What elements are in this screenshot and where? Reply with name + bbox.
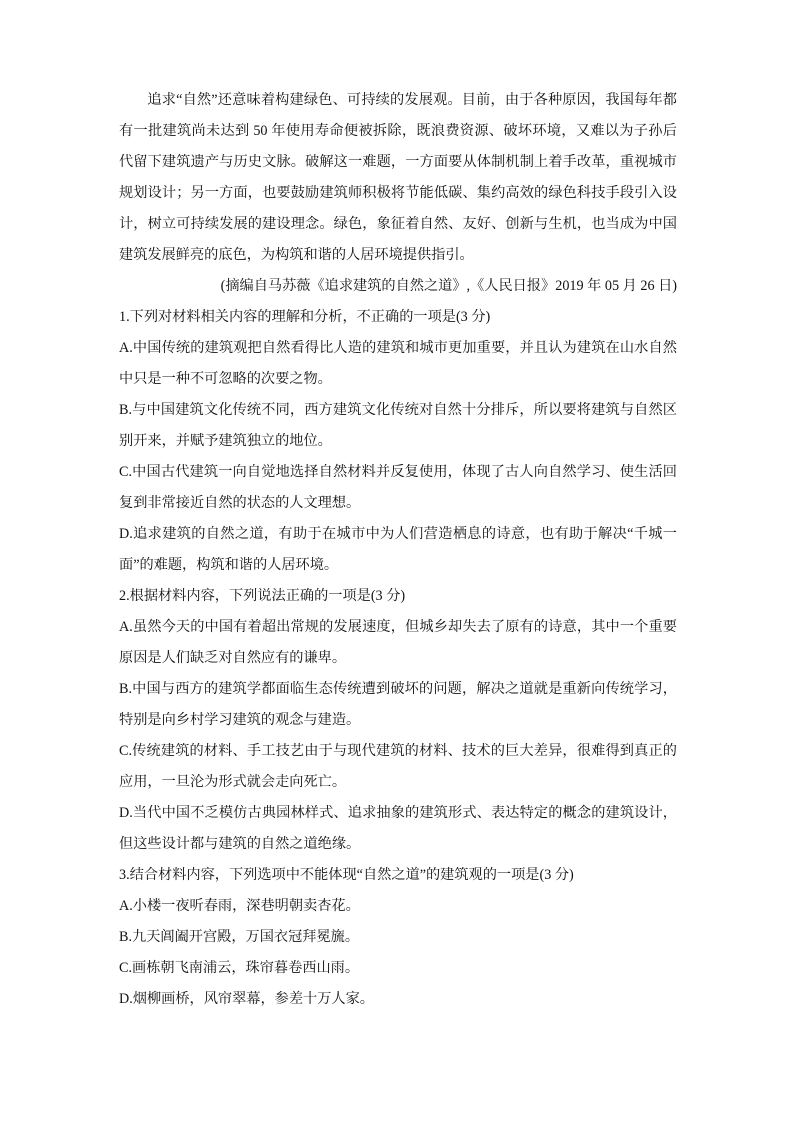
option-d: D.追求建筑的自然之道，有助于在城市中为人们营造栖息的诗意，也有助于解决“千城一面”的难题，构筑和谐的人居环境。 xyxy=(119,526,677,573)
option-a: A.虽然今天的中国有着超出常规的发展速度，但城乡却失去了原有的诗意，其中一个重要原因是人们缺乏对自然应有的谦卑。 xyxy=(119,619,677,666)
option-b: B.中国与西方的建筑学都面临生态传统遭到破坏的问题，解决之道就是重新向传统学习，特别是向乡村学习建筑的观念与建造。 xyxy=(119,681,677,728)
option-a: A.中国传统的建筑观把自然看得比人造的建筑和城市更加重要，并且认为建筑在山水自然中只是一种不可忽略的次要之物。 xyxy=(119,340,677,387)
question-stem: 3.结合材料内容，下列选项中不能体现“自然之道”的建筑观的一项是(3 分) xyxy=(119,867,574,883)
option-b: B.九天阊阖开宫殿，万国衣冠拜冕旒。 xyxy=(119,929,360,945)
question-3 xyxy=(119,860,677,1015)
question-stem: 1.下列对材料相关内容的理解和分析，不正确的一项是(3 分) xyxy=(119,309,491,325)
document-page xyxy=(119,85,677,1015)
option-d: D.烟柳画桥，风帘翠幕，参差十万人家。 xyxy=(119,991,374,1007)
question-stem: 2.根据材料内容，下列说法正确的一项是(3 分) xyxy=(119,588,406,604)
option-c: C.中国古代建筑一向自觉地选择自然材料并反复使用，体现了古人向自然学习、使生活回复到非常接近自然的状态的人文理想。 xyxy=(119,464,677,511)
passage-citation: (摘编自马苏薇《追求建筑的自然之道》,《人民日报》2019 年 05 月 26 日) xyxy=(220,278,677,294)
option-b: B.与中国建筑文化传统不同，西方建筑文化传统对自然十分排斥，所以要将建筑与自然区别开来，并赋予建筑独立的地位。 xyxy=(119,402,677,449)
option-a: A.小楼一夜听春雨，深巷明朝卖杏花。 xyxy=(119,898,360,914)
option-c: C.传统建筑的材料、手工技艺由于与现代建筑的材料、技术的巨大差异，很难得到真正的应用，一旦沦为形式就会走向死亡。 xyxy=(119,743,677,790)
option-c: C.画栋朝飞南浦云，珠帘暮卷西山雨。 xyxy=(119,960,360,976)
option-d: D.当代中国不乏模仿古典园林样式、追求抽象的建筑形式、表达特定的概念的建筑设计，但这些设计都与建筑的自然之道绝缘。 xyxy=(119,805,677,852)
question-1 xyxy=(119,302,677,581)
question-2 xyxy=(119,581,677,860)
passage-paragraph: 追求“自然”还意味着构建绿色、可持续的发展观。目前，由于各种原因，我国每年都有一批建筑尚未达到 50 年使用寿命便被拆除，既浪费资源、破坏环境，又难以为子孙后代留下建筑遗产与历史文脉。破解这一难题，一方面要从体制机制上着手改革，重视城市规划设计；另一方面，也要鼓励建筑师积极将节能低碳、集约高效的绿色科技手段引入设计，树立可持续发展的建设理念。绿色，象征着自然、友好、创新与生机，也当成为中国建筑发展鲜亮的底色，为构筑和谐的人居环境提供指引。 xyxy=(119,92,677,263)
